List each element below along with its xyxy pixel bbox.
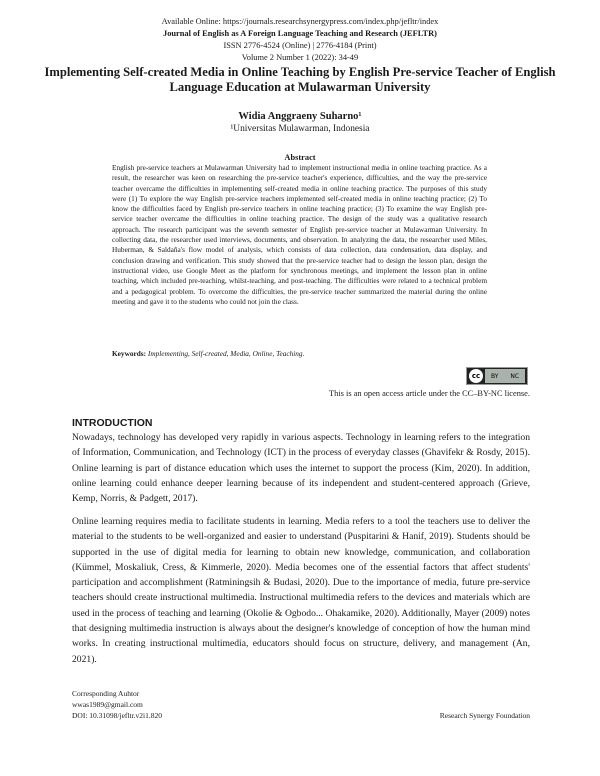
keywords-line [112,349,492,358]
paper-title: Implementing Self-created Media in Online Teaching by English Pre-service Teacher of English Language Education at Mulawarman University [44,65,556,94]
journal-name: Journal of English as A Foreign Language Teaching and Research (JEFLTR) [163,29,437,38]
corresponding-label: Corresponding Auhtor [72,689,140,698]
cc-license-badge[interactable] [466,367,528,385]
license-statement: This is an open access article under the CC–BY-NC license. [329,389,530,398]
cc-icon: cc [469,369,483,383]
issn-line: ISSN 2776-4524 (Online) | 2776-4184 (Print) [223,41,377,50]
doi-line: DOI: 10.31098/jefltr.v2i1.820 [72,711,162,720]
keywords-label: Keywords: [112,349,147,358]
corresponding-email: wwas1989@gmail.com [72,700,143,709]
keywords-text: Implementing, Self-created, Media, Online, Teaching. [147,349,305,358]
author-affiliation: ¹Universitas Mulawarman, Indonesia [230,124,370,134]
cc-by-label: BY [490,372,499,380]
abstract-heading: Abstract [284,153,316,162]
journal-url-line: Available Online: https://journals.researchsynergypress.com/index.php/jefltr/index [161,17,439,26]
cc-nc-label: NC [510,372,520,380]
intro-paragraph-2: Online learning requires media to facilitate students in learning. Media refers to a tool the teachers use to deliver the material to the students to be well-organized and easier to understand (Puspitarini & Hanif, 2019). Students should be supported in the use of digital media for learning to obtain new knowledge, communication, and collaboration (Kümmel, Moskaliuk, Cress, & Kimmerle, 2020). Media becomes one of the essential factors that affect students' participation and accomplishment (Ratminingsih & Budasi, 2020). Due to the importance of media, future pre-service teachers should create instructional multimedia. Instructional multimedia refers to the devices and materials which are used in the process of teaching and learning (Okolie & Ogbodo... Ohakamike, 2020). Additionally, Mayer (2009) notes that designing multimedia instruction is always about the designer's knowledge of conception of how the human mind works. In creating instructional multimedia, educators should focus on structure, delivery, and management (An, 2021). [72,516,530,665]
cc-terms [485,369,525,383]
author-name: Widia Anggraeny Suharno¹ [238,111,362,122]
publisher-name: Research Synergy Foundation [439,711,530,720]
intro-paragraph-1: Nowadays, technology has developed very rapidly in various aspects. Technology in learning refers to the integration of Information, Communication, and Technology (ICT) in the process of everyday classes (Ghavifekr & Rosdy, 2015). Online learning is part of distance education which uses the internet to support the process (Kim, 2020). In addition, online learning could enhance deeper learning because of its independent and student-centered approach (Grieve, Kemp, Norris, & Padgett, 2017). [72,432,530,505]
section-heading-introduction: INTRODUCTION [72,417,153,429]
abstract-body: English pre-service teachers at Mulawarman University had to implement instructional media in online teaching practice. As a result, the researcher was keen on researching the pre-service teacher's experience, difficulties, and the way the pre-service teacher overcame the difficulties in implementing self-created media in online teaching practice. The purposes of this study were (1) To explore the way English pre-service teachers implemented self-created media in online teaching practice; (2) To know the difficulties faced by English pre-service teachers in online teaching practice; (3) To examine the way English pre-service teacher overcame the difficulties in online teaching practice. The design of the study was a qualitative research approach. The research participant was the seventh semester of English pre-service teacher at Mulawarman University. In collecting data, the researcher used interviews, documents, and observation. In analyzing the data, the researcher used Miles, Huberman, & Saldaña's flow model of analysis, which consists of data collection, data condensation, data display, and conclusion drawing and verification. This study showed that the pre-service teacher had to design the lesson plan, design the instructional video, use Google Meet as the platform for synchronous meetings, and implement the lesson plan in online teaching, which included pre-teaching, whilst-teaching, and post-teaching. The difficulties were related to a technical problem and a pedagogical problem. To overcome the difficulties, the pre-service teacher summarized the material during the online meeting and gave it to the students who could not join the class. [112,163,487,306]
volume-line: Volume 2 Number 1 (2022): 34-49 [241,53,359,62]
